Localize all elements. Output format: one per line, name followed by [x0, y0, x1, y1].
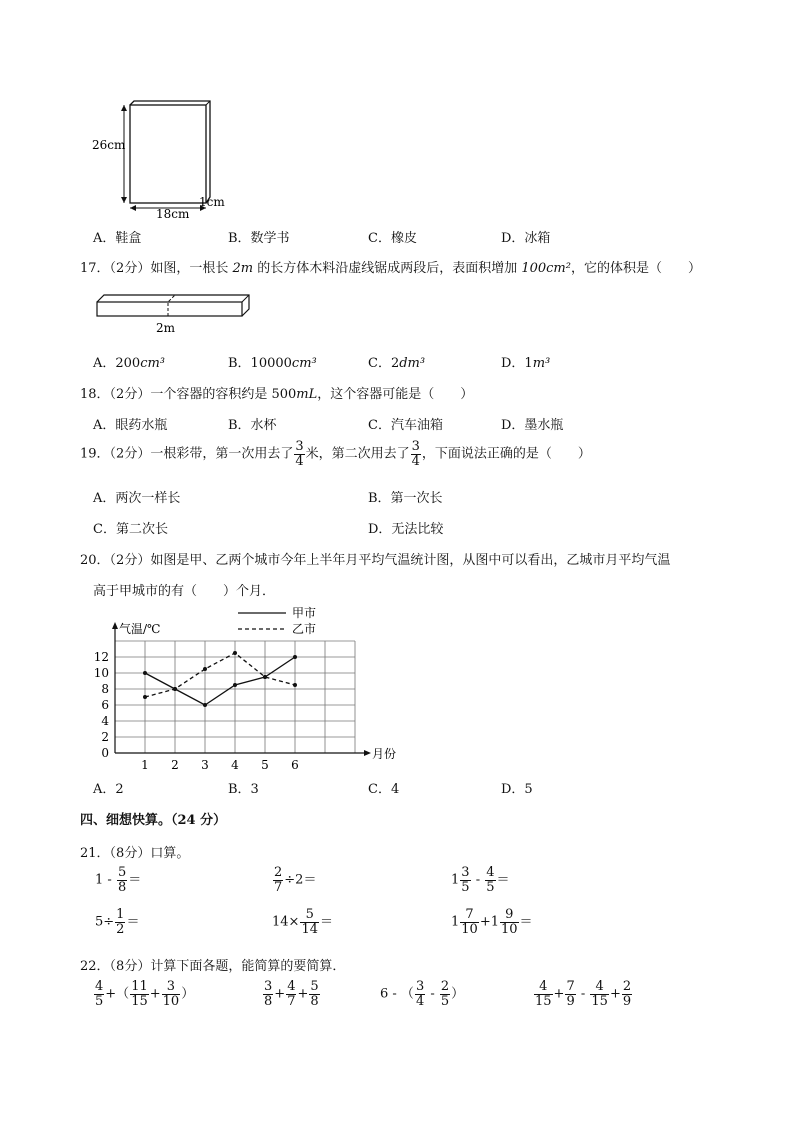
- q19-option-c[interactable]: C．第二次长: [93, 522, 168, 537]
- section-4-heading: 四、细想快算。（24 分）: [80, 813, 227, 828]
- q17-option-a[interactable]: A．200cm³: [93, 356, 166, 371]
- x-tick-label: 5: [261, 758, 269, 772]
- q16-option-b[interactable]: B．数学书: [228, 231, 290, 246]
- q20-stem-line2: 高于甲城市的有（ ）个月．: [93, 584, 276, 599]
- q22-expr-1: $\frac{4}{5}$ +（ $\frac{11}{15}$ + $\frac{3}{10}$ ）: [95, 979, 195, 1009]
- series-2-point: [263, 675, 267, 679]
- q19-option-a[interactable]: A．两次一样长: [93, 491, 181, 506]
- q16-option-a[interactable]: A．鞋盒: [93, 231, 142, 246]
- q18-option-d[interactable]: D．墨水瓶: [501, 418, 564, 433]
- q21-item-3: 1 $\frac{3}{5}$ - $\frac{4}{5}$ ＝: [451, 865, 510, 895]
- x-axis-label: 月份: [372, 747, 397, 761]
- series-1-point: [203, 703, 207, 707]
- q21-item-6: 1 $\frac{7}{10}$ +1 $\frac{9}{10}$ ＝: [451, 907, 533, 937]
- x-tick-label: 1: [141, 758, 149, 772]
- q20-option-c[interactable]: C．4: [368, 782, 400, 797]
- q21-title: 21．（8分）口算。: [80, 846, 190, 861]
- q20-option-a[interactable]: A．2: [93, 782, 124, 797]
- q16-option-c[interactable]: C．橡皮: [368, 231, 417, 246]
- series-2-point: [203, 667, 207, 671]
- series-1-point: [143, 671, 147, 675]
- legend-label-2: 乙市: [292, 622, 317, 636]
- q20-stem-line1: 20．（2分）如图是甲、乙两个城市今年上半年月平均气温统计图，从图中可以看出，乙城市月平均气温: [80, 553, 671, 568]
- q18-option-c[interactable]: C．汽车油箱: [368, 418, 443, 433]
- y-tick-label: 4: [101, 714, 109, 728]
- temperature-line-chart: [88, 600, 397, 772]
- q21-item-4: 5÷ $\frac{1}{2}$ ＝: [95, 907, 140, 937]
- box-height-label: 26cm: [92, 138, 126, 152]
- q21-item-2: $\frac{2}{7}$ ÷2＝: [274, 865, 317, 895]
- y-axis-label: 气温/℃: [119, 622, 161, 636]
- q19-option-d[interactable]: D．无法比较: [368, 522, 444, 537]
- q18-option-b[interactable]: B．水杯: [228, 418, 277, 433]
- y-tick-label: 0: [101, 746, 109, 760]
- series-line-1: [145, 657, 295, 705]
- y-tick-label: 8: [101, 682, 109, 696]
- q19-fraction-1: $\frac{3}{4}$: [295, 439, 304, 469]
- q17-option-c[interactable]: C．2dm³: [368, 356, 426, 371]
- x-axis-arrow: [364, 750, 371, 756]
- x-tick-label: 2: [171, 758, 179, 772]
- q20-option-b[interactable]: B．3: [228, 782, 259, 797]
- q21-item-5: 14× $\frac{5}{14}$ ＝: [272, 907, 333, 937]
- series-2-point: [293, 683, 297, 687]
- x-tick-label: 4: [231, 758, 239, 772]
- box-depth-label: 1cm: [199, 195, 225, 209]
- box-width-label: 18cm: [156, 207, 190, 221]
- series-1-point: [233, 683, 237, 687]
- q21-item-1: 1 - $\frac{5}{8}$ ＝: [95, 865, 142, 895]
- q22-title: 22．（8分）计算下面各题，能简算的要简算．: [80, 959, 346, 974]
- q19-stem: 19．（2分）一根彩带，第一次用去了 $\frac{3}{4}$ 米，第二次用去了 $\frac{3}{4}$ ，下面说法正确的是（ ）: [80, 439, 591, 469]
- q17-stem: 17．（2分）如图，一根长 2m 的长方体木料沿虚线锯成两段后，表面积增加 100cm²，它的体积是（ ）: [80, 261, 701, 276]
- series-2-point: [233, 651, 237, 655]
- q17-option-b[interactable]: B．10000cm³: [228, 356, 317, 371]
- y-axis-arrow: [112, 622, 118, 629]
- y-tick-label: 2: [101, 730, 109, 744]
- legend-label-1: 甲市: [292, 606, 317, 620]
- series-2-point: [173, 687, 177, 691]
- y-tick-label: 10: [93, 666, 109, 680]
- q18-option-a[interactable]: A．眼药水瓶: [93, 418, 168, 433]
- q17-option-d[interactable]: D．1m³: [501, 356, 551, 371]
- timber-length-label: 2m: [156, 321, 176, 335]
- y-tick-label: 6: [101, 698, 109, 712]
- series-line-2: [145, 653, 295, 697]
- q20-option-d[interactable]: D．5: [501, 782, 533, 797]
- box-figure: [90, 95, 260, 220]
- series-2-point: [143, 695, 147, 699]
- y-tick-label: 12: [93, 650, 109, 664]
- q19-fraction-2: $\frac{3}{4}$: [411, 439, 420, 469]
- q19-option-b[interactable]: B．第一次长: [368, 491, 443, 506]
- series-1-point: [293, 655, 297, 659]
- q16-option-d[interactable]: D．冰箱: [501, 231, 551, 246]
- q18-stem: 18．（2分）一个容器的容积约是 500mL，这个容器可能是（ ）: [80, 387, 474, 402]
- x-tick-label: 6: [291, 758, 299, 772]
- q22-expr-2: $\frac{3}{8}$ + $\frac{4}{7}$ + $\frac{5}{8}$: [264, 979, 319, 1009]
- q22-expr-3: 6 - （ $\frac{3}{4}$ - $\frac{2}{5}$ ）: [380, 979, 465, 1009]
- q22-expr-4: $\frac{4}{15}$ + $\frac{7}{9}$ - $\frac{4}{15}$ + $\frac{2}{9}$: [535, 979, 632, 1009]
- x-tick-label: 3: [201, 758, 209, 772]
- timber-figure: [90, 290, 260, 336]
